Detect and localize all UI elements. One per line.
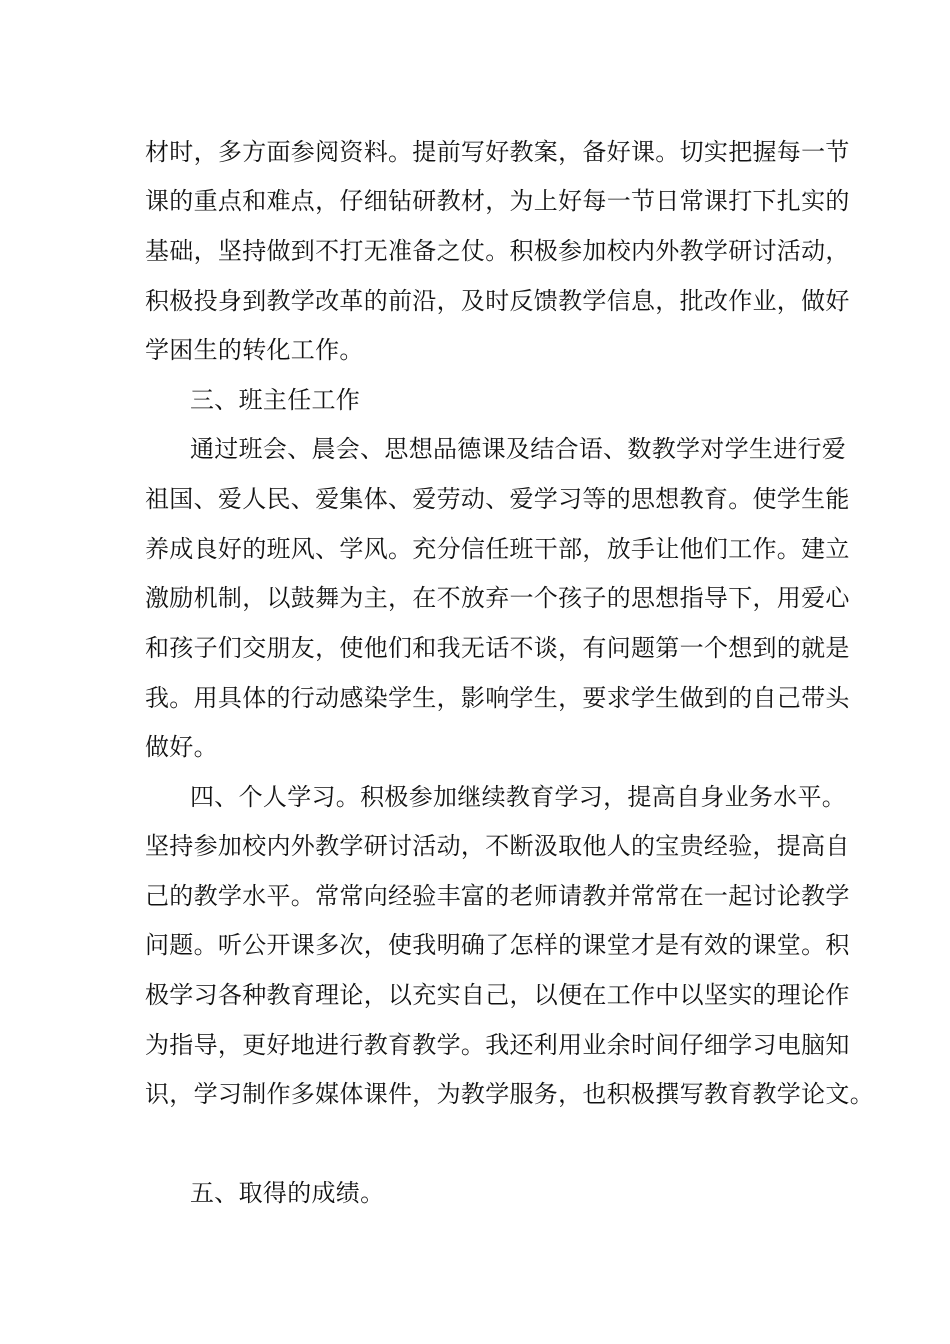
paragraph-line-5: 学困生的转化工作。: [145, 336, 364, 364]
paragraph-line-10: 激励机制，以鼓舞为主，在不放弃一个孩子的思想指导下，用爱心: [145, 584, 850, 612]
paragraph-line-3: 基础，坚持做到不打无准备之仗。积极参加校内外教学研讨活动，: [145, 237, 850, 265]
paragraph-line-4: 积极投身到教学改革的前沿，及时反馈教学信息，批改作业，做好: [145, 287, 850, 315]
section-heading-3: 三、班主任工作: [190, 386, 361, 414]
paragraph-line-16: 己的教学水平。常常向经验丰富的老师请教并常常在一起讨论教学: [145, 882, 850, 910]
paragraph-line-18: 极学习各种教育理论，以充实自己，以便在工作中以坚实的理论作: [145, 981, 850, 1009]
section-heading-5: 五、取得的成绩。: [190, 1179, 385, 1207]
paragraph-line-20: 识，学习制作多媒体课件，为教学服务，也积极撰写教育教学论文。: [145, 1080, 874, 1108]
paragraph-line-2: 课的重点和难点，仔细钻研教材，为上好每一节日常课打下扎实的: [145, 187, 850, 215]
paragraph-line-9: 养成良好的班风、学风。充分信任班干部，放手让他们工作。建立: [145, 535, 850, 563]
paragraph-line-1: 材时，多方面参阅资料。提前写好教案，备好课。切实把握每一节: [145, 138, 850, 166]
paragraph-line-8: 祖国、爱人民、爱集体、爱劳动、爱学习等的思想教育。使学生能: [145, 485, 850, 513]
paragraph-line-13: 做好。: [145, 733, 218, 761]
paragraph-line-7: 通过班会、晨会、思想品德课及结合语、数教学对学生进行爱: [190, 435, 847, 463]
paragraph-line-11: 和孩子们交朋友，使他们和我无话不谈，有问题第一个想到的就是: [145, 634, 850, 662]
paragraph-line-17: 问题。听公开课多次，使我明确了怎样的课堂才是有效的课堂。积: [145, 931, 850, 959]
paragraph-line-15: 坚持参加校内外教学研讨活动，不断汲取他人的宝贵经验，提高自: [145, 832, 850, 860]
paragraph-line-19: 为指导，更好地进行教育教学。我还利用业余时间仔细学习电脑知: [145, 1031, 850, 1059]
paragraph-line-12: 我。用具体的行动感染学生，影响学生，要求学生做到的自己带头: [145, 684, 850, 712]
section-heading-4: 四、个人学习。积极参加继续教育学习，提高自身业务水平。: [190, 783, 847, 811]
